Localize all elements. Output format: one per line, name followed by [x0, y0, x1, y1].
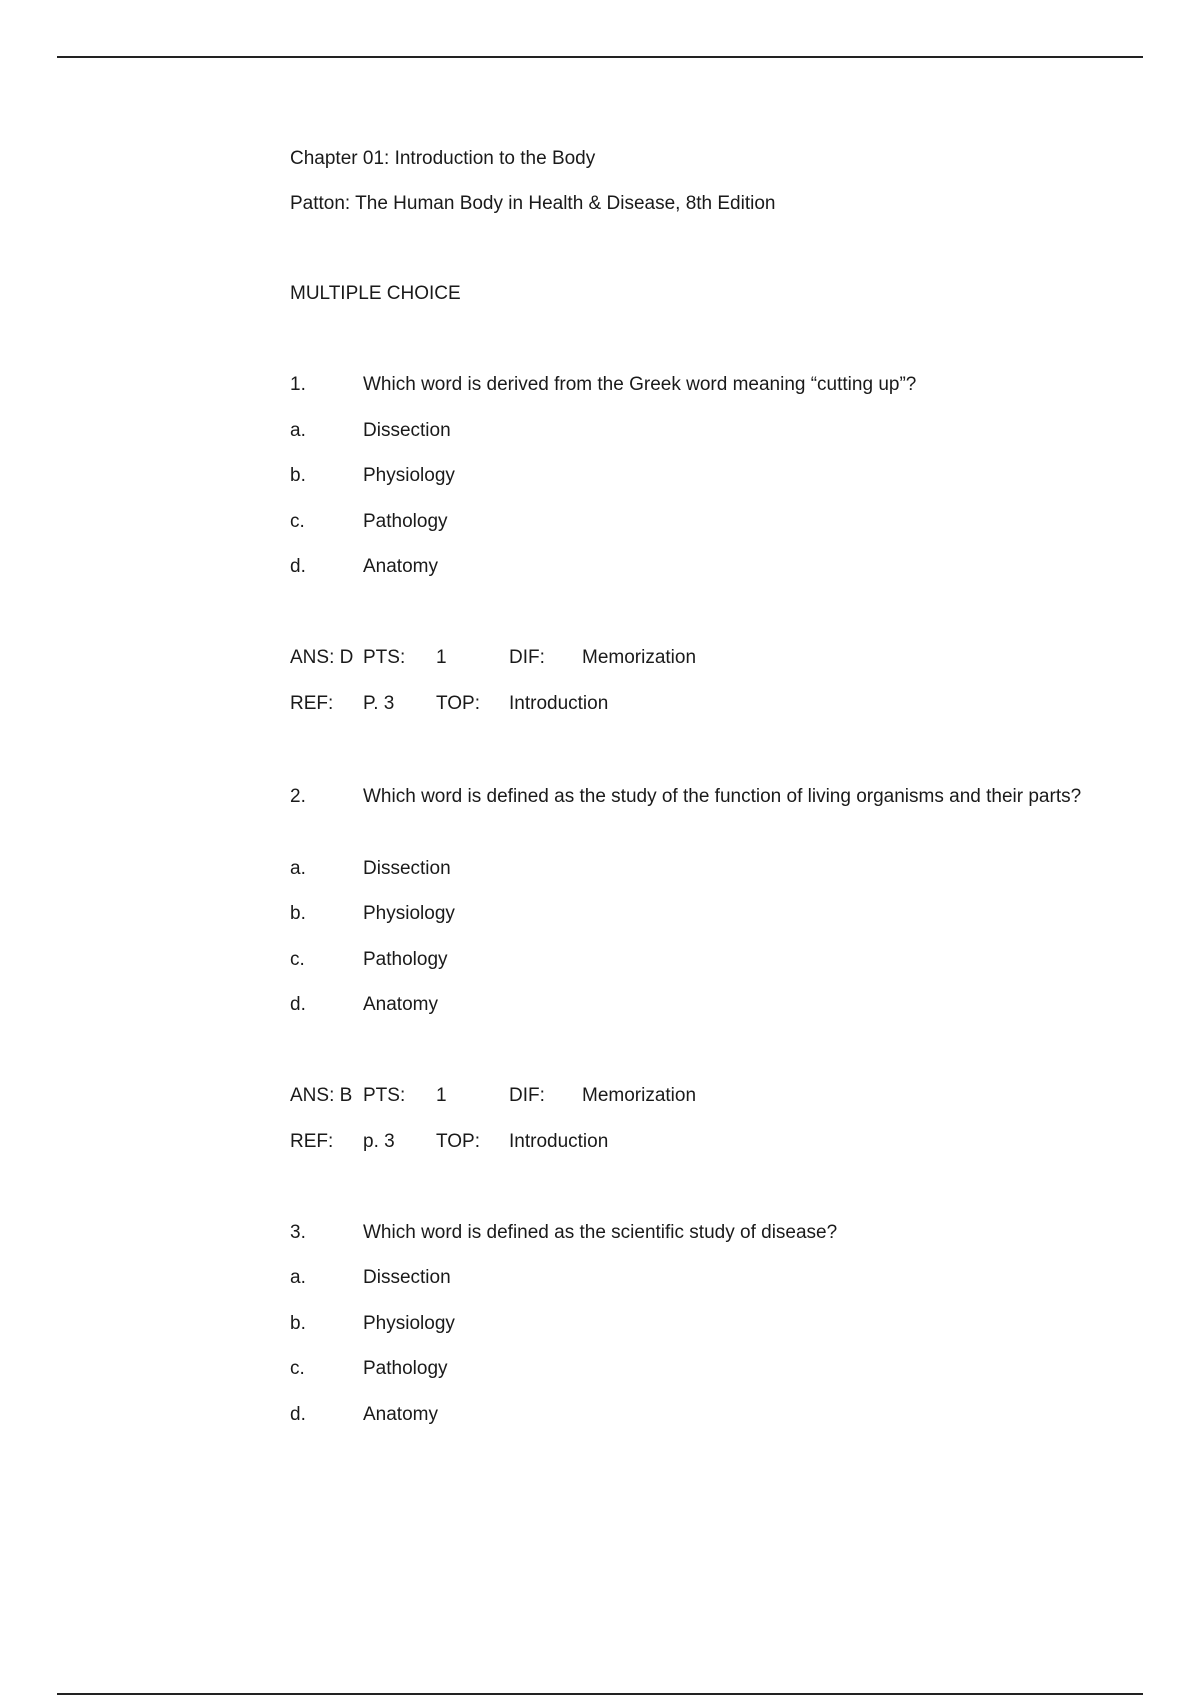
reference-label: REF:	[290, 693, 334, 714]
section-title: MULTIPLE CHOICE	[290, 283, 461, 304]
option-d	[290, 1403, 1110, 1427]
option-a	[290, 857, 1110, 881]
reference-label: REF:	[290, 1131, 334, 1152]
option-c	[290, 1357, 1110, 1381]
top-rule	[57, 56, 1143, 58]
question-text: Which word is derived from the Greek word meaning “cutting up”?	[363, 374, 917, 395]
chapter-title: Chapter 01: Introduction to the Body	[290, 148, 596, 169]
question-number: 3.	[290, 1222, 306, 1243]
option-d	[290, 555, 1110, 579]
option-d	[290, 993, 1110, 1017]
difficulty-label: DIF:	[509, 647, 545, 668]
option-letter: c.	[290, 1358, 305, 1379]
option-letter: c.	[290, 949, 305, 970]
difficulty-value: Memorization	[582, 647, 697, 668]
option-letter: d.	[290, 1404, 306, 1425]
topic-value: Introduction	[509, 1131, 609, 1152]
points-value: 1	[436, 1085, 447, 1106]
option-letter: a.	[290, 858, 306, 879]
question-3	[290, 1221, 1110, 1245]
option-letter: b.	[290, 1313, 306, 1334]
question-1	[290, 373, 1110, 397]
option-b	[290, 1312, 1110, 1336]
points-label: PTS:	[363, 1085, 406, 1106]
option-text: Physiology	[363, 1313, 455, 1334]
option-text: Anatomy	[363, 1404, 438, 1425]
question-number: 1.	[290, 374, 306, 395]
option-text: Pathology	[363, 511, 448, 532]
option-letter: d.	[290, 556, 306, 577]
question-text: Which word is defined as the scientific study of disease?	[363, 1222, 838, 1243]
option-c	[290, 948, 1110, 972]
option-text: Anatomy	[363, 556, 438, 577]
bottom-rule	[57, 1693, 1143, 1695]
difficulty-value: Memorization	[582, 1085, 697, 1106]
book-title: Patton: The Human Body in Health & Disease, 8th Edition	[290, 193, 776, 214]
option-text: Dissection	[363, 858, 451, 879]
answer-meta-1	[290, 646, 1110, 670]
option-letter: d.	[290, 994, 306, 1015]
option-text: Pathology	[363, 1358, 448, 1379]
topic-label: TOP:	[436, 1131, 480, 1152]
option-text: Dissection	[363, 420, 451, 441]
option-letter: b.	[290, 465, 306, 486]
option-a	[290, 1266, 1110, 1290]
option-letter: c.	[290, 511, 305, 532]
topic-value: Introduction	[509, 693, 609, 714]
option-b	[290, 464, 1110, 488]
option-letter: a.	[290, 420, 306, 441]
option-text: Physiology	[363, 465, 455, 486]
option-c	[290, 510, 1110, 534]
option-text: Dissection	[363, 1267, 451, 1288]
option-letter: b.	[290, 903, 306, 924]
option-letter: a.	[290, 1267, 306, 1288]
reference-meta-1	[290, 692, 1110, 716]
answer-key: ANS: B	[290, 1085, 353, 1106]
option-text: Anatomy	[363, 994, 438, 1015]
reference-value: P. 3	[363, 693, 395, 714]
question-text: Which word is defined as the study of the function of living organisms and their parts?	[363, 786, 1082, 807]
difficulty-label: DIF:	[509, 1085, 545, 1106]
answer-meta-2	[290, 1084, 1110, 1108]
option-b	[290, 902, 1110, 926]
points-label: PTS:	[363, 647, 406, 668]
reference-meta-2	[290, 1130, 1110, 1154]
reference-value: p. 3	[363, 1131, 395, 1152]
option-text: Physiology	[363, 903, 455, 924]
option-a	[290, 419, 1110, 443]
answer-key: ANS: D	[290, 647, 354, 668]
topic-label: TOP:	[436, 693, 480, 714]
points-value: 1	[436, 647, 447, 668]
question-number: 2.	[290, 786, 306, 807]
question-2	[290, 783, 1110, 811]
option-text: Pathology	[363, 949, 448, 970]
